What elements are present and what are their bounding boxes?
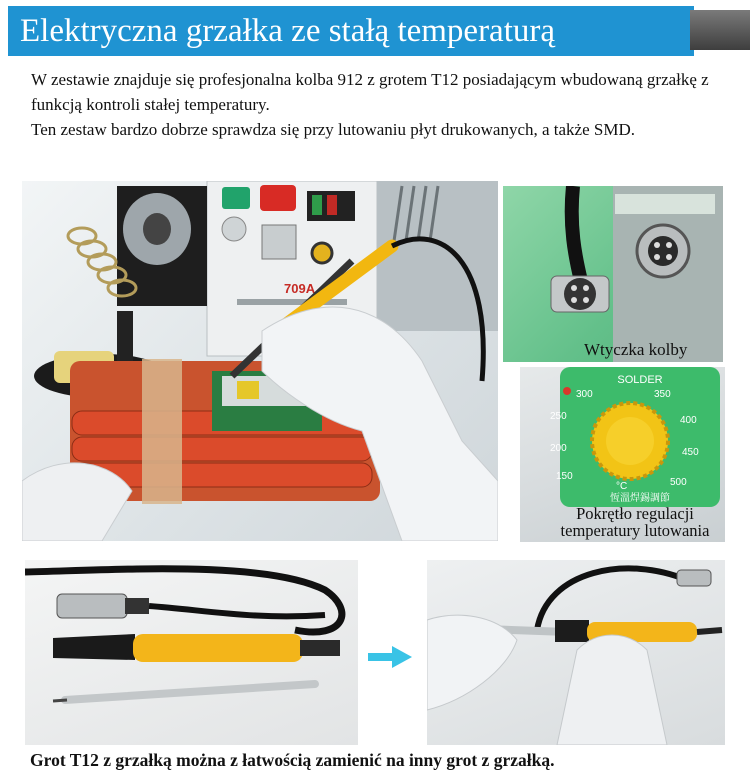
knob-panel-maker: 恆溫焊錫調節 <box>610 493 670 504</box>
scale-150: 150 <box>556 471 573 482</box>
intro-paragraph-1: W zestawie znajduje się profesjonalna kolba 912 z grotem T12 posiadającym wbudowaną grzałkę z funkcją kontroli stałej temperatury. <box>31 70 709 114</box>
header-banner <box>0 0 750 62</box>
arrow-right-icon <box>368 646 412 668</box>
plug-label: Wtyczka kolby <box>584 340 688 359</box>
banner-shadow <box>690 10 750 50</box>
iron-and-tip-photo <box>25 560 358 745</box>
knob-label: Pokrętło regulacji temperatury lutowania <box>560 504 710 540</box>
scale-300: 300 <box>576 389 593 400</box>
plug-inset-photo <box>503 186 723 362</box>
station-model: 709A <box>284 281 316 296</box>
intro-paragraph-2: Ten zestaw bardzo dobrze sprawdza się przy lutowaniu płyt drukowanych, a także SMD. <box>31 120 635 139</box>
scale-250: 250 <box>550 411 567 422</box>
bottom-caption: Grot T12 z grzałką można z łatwością zamienić na inny grot z grzałką. <box>30 750 555 770</box>
page-title: Elektryczna grzałka ze stałą temperaturą <box>20 13 556 49</box>
intro-text <box>31 67 731 142</box>
scale-200: 200 <box>550 443 567 454</box>
soldering-station-photo <box>22 181 498 541</box>
scale-unit: °C <box>616 481 628 492</box>
scale-500: 500 <box>670 477 687 488</box>
scale-350: 350 <box>654 389 671 400</box>
knob-panel-name: SOLDER <box>617 374 663 386</box>
scale-450: 450 <box>682 447 699 458</box>
scale-400: 400 <box>680 415 697 426</box>
tip-swap-photo <box>427 560 725 745</box>
